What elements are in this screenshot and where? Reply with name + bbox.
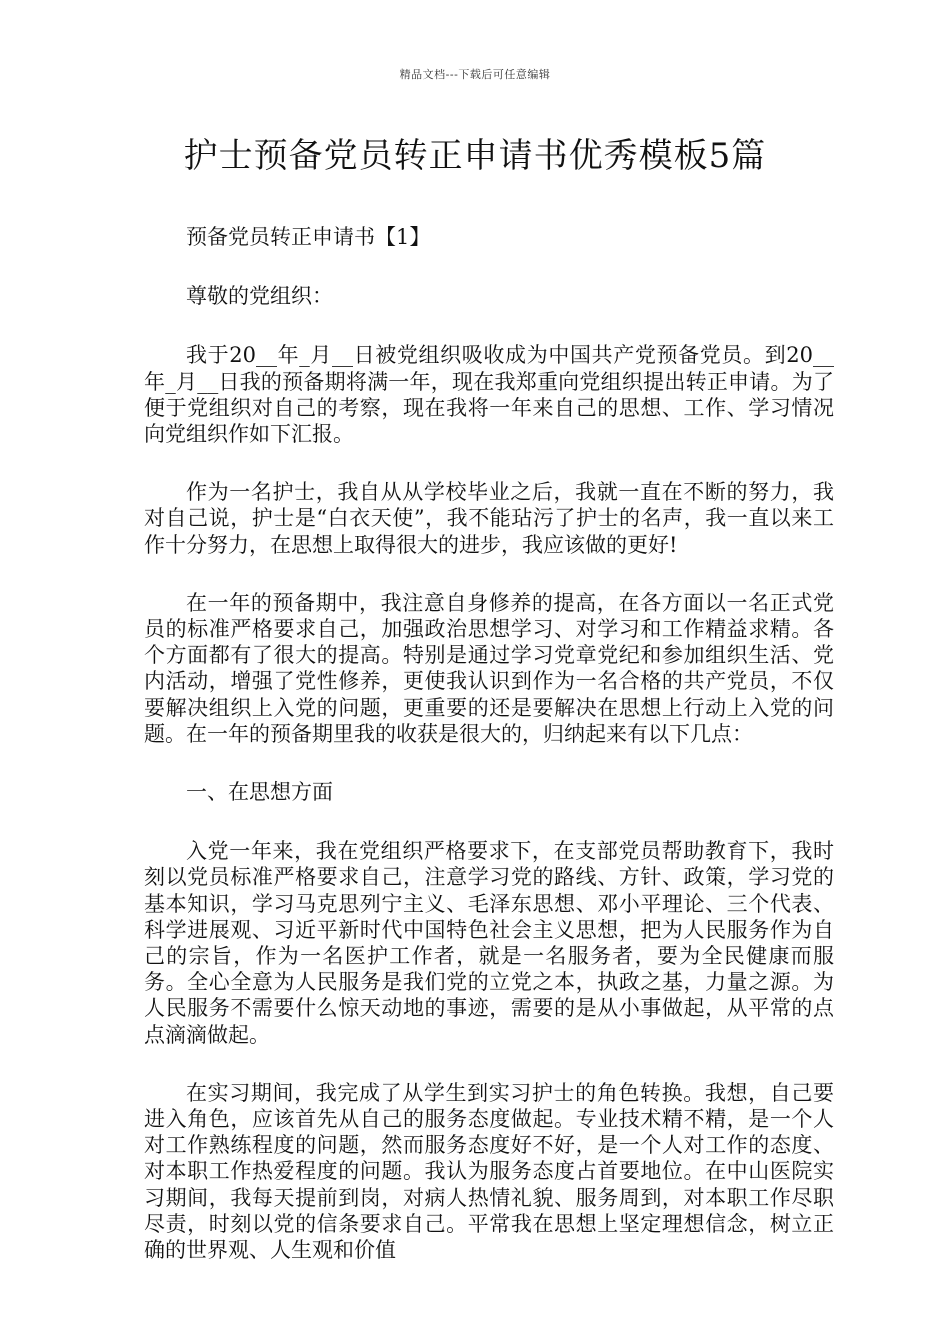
paragraph-thought: 入党一年来，我在党组织严格要求下，在支部党员帮助教育下，我时刻以党员标准严格要求自己，注意学习党的路线、方针、政策，学习党的基本知识，学习马克思列宁主义、毛泽东思想、邓小平理论、三个代表、科学进展观、习近平新时代中国特色社会主义思想，把为人民服务作为自己的宗旨，作为一名医护工作者，就是一名服务者，要为全民健康而服务。全心全意为人民服务是我们党的立党之本，执政之基，力量之源。为人民服务不需要什么惊天动地的事迹，需要的是从小事做起，从平常的点点滴滴做起。 (144, 839, 834, 1047)
paragraph-probation: 在一年的预备期中，我注意自身修养的提高，在各方面以一名正式党员的标准严格要求自己，加强政治思想学习、对学习和工作精益求精。各个方面都有了很大的提高。特别是通过学习党章党纪和参加组织生活、党内活动，增强了党性修养，更使我认识到作为一名合格的共产党员，不仅要解决组织上入党的问题，更重要的还是要解决在思想上行动上入党的问题。在一年的预备期里我的收获是很大的，归纳起来有以下几点： (144, 590, 834, 746)
subheading-thought: 一、在思想方面 (186, 780, 333, 805)
paragraph-nurse: 作为一名护士，我自从从学校毕业之后，我就一直在不断的努力，我对自己说，护士是“白衣天使”，我不能玷污了护士的名声，我一直以来工作十分努力，在思想上取得很大的进步，我应该做的更好! (144, 480, 834, 557)
document-body (144, 224, 834, 1295)
salutation: 尊敬的党组织： (186, 284, 333, 309)
paragraph-internship: 在实习期间，我完成了从学生到实习护士的角色转换。我想，自己要进入角色，应该首先从自己的服务态度做起。专业技术精不精，是一个人对工作熟练程度的问题，然而服务态度好不好，是一个人对工作的态度、对本职工作热爱程度的问题。我认为服务态度占首要地位。在中山医院实习期间，我每天提前到岗，对病人热情礼貌、服务周到，对本职工作尽职尽责，时刻以党的信条要求自己。平常我在思想上坚定理想信念，树立正确的世界观、人生观和价值 (144, 1080, 834, 1263)
section-heading-1: 预备党员转正申请书【1】 (186, 225, 431, 249)
header-note: 精品文档---下载后可任意编辑 (399, 68, 551, 81)
document-title: 护士预备党员转正申请书优秀模板5篇 (183, 136, 767, 176)
paragraph-intro: 我于20__年_月__日被党组织吸收成为中国共产党预备党员。到20__年_月__日我的预备期将满一年，现在我郑重向党组织提出转正申请。为了便于党组织对自己的考察，现在我将一年来自己的思想、工作、学习情况向党组织作如下汇报。 (144, 343, 834, 447)
